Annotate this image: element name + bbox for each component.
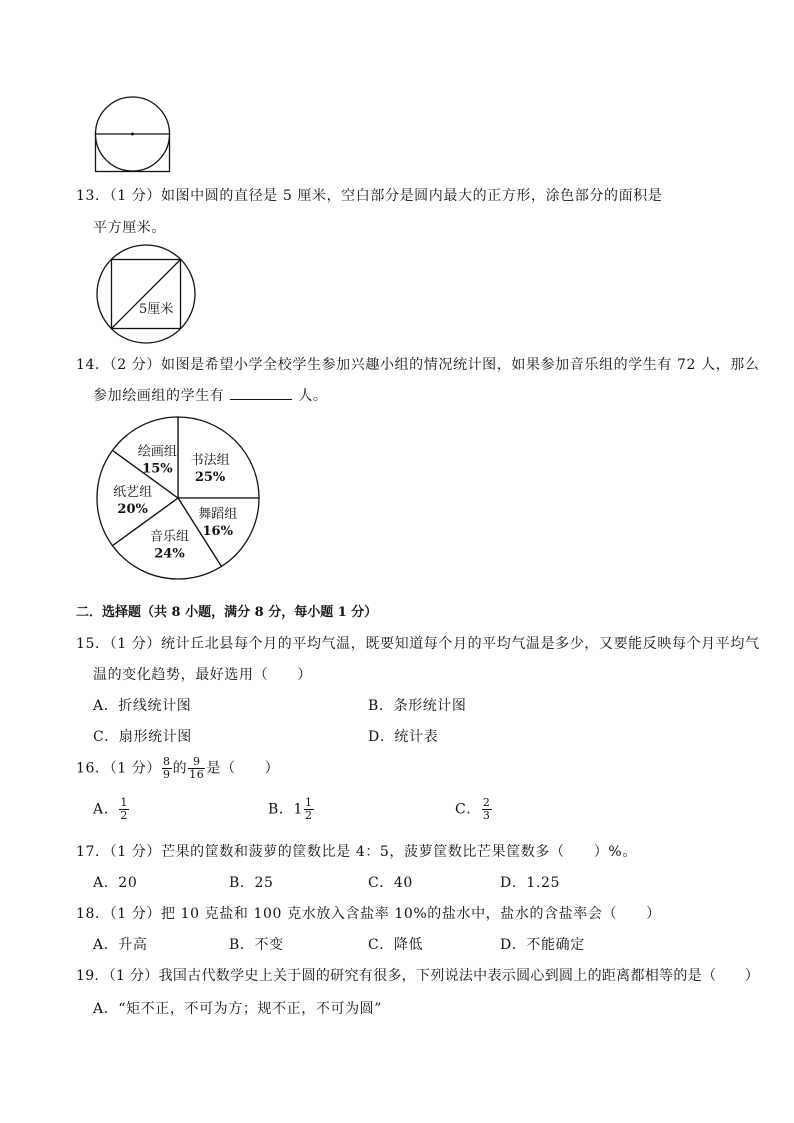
q15-stem-line2: 温的变化趋势，最好选用（ ） (93, 667, 312, 683)
q16-fraction-1 (162, 756, 172, 781)
q16-option-c (455, 797, 493, 822)
q19-option-a: A．“矩不正，不可为方；规不正，不可为圆” (93, 1001, 383, 1017)
q17-option-d: D．1.25 (500, 875, 560, 891)
pie-slice-percent-3: 20% (117, 502, 148, 517)
q18-option-d: D．不能确定 (500, 937, 585, 953)
q16-f1-denominator: 9 (162, 768, 171, 781)
q15-option-c: C．扇形统计图 (93, 729, 192, 745)
q13-stem-line1: 13．（1 分）如图中圆的直径是 5 厘米，空白部分是圆内最大的正方形，涂色部分的面积是 (76, 188, 663, 204)
q16-option-b-label: B．1 (268, 801, 303, 818)
q16-fraction-2 (188, 756, 205, 781)
q16-b-numerator: 1 (305, 796, 313, 809)
pie-slice-name-1: 舞蹈组 (198, 506, 238, 522)
q16-a-denominator: 2 (120, 809, 128, 822)
q17-option-b: B．25 (229, 875, 274, 891)
q16-option-c-label: C． (455, 801, 481, 818)
pie-slice-percent-4: 15% (142, 461, 173, 477)
q16-f1-numerator: 8 (162, 755, 171, 768)
pie-slice-name-2: 音乐组 (149, 529, 190, 545)
q15-option-a: A．折线统计图 (93, 698, 192, 714)
pie-slice-percent-2: 24% (154, 546, 185, 562)
q16-c-numerator: 2 (482, 796, 491, 809)
q17-stem: 17．（1 分）芒果的筐数和菠萝的筐数比是 4：5，菠萝筐数比芒果筐数多（ ）%。 (76, 844, 637, 860)
q14-answer-blank (230, 387, 292, 400)
q16-mid: 的 (172, 760, 188, 777)
pie-slice-name-0: 书法组 (190, 452, 230, 468)
q14-stem-line2 (93, 385, 328, 405)
q18-option-a: A．升高 (93, 937, 148, 953)
q14-stem-line1: 14．（2 分）如图是希望小学全校学生参加兴趣小组的情况统计图，如果参加音乐组的学生有 72 人，那么 (76, 357, 760, 373)
q16-option-a (93, 797, 130, 822)
q16-f2-numerator: 9 (188, 756, 205, 769)
q17-option-a: A．20 (93, 875, 138, 891)
q13-figure (94, 242, 198, 346)
q16-a-numerator: 1 (120, 796, 128, 809)
q19-stem: 19．（1 分）我国古代数学史上关于圆的研究有很多，下列说法中表示圆心到圆上的距离都相等的是（ ） (76, 968, 760, 984)
q16-c-denominator: 3 (482, 809, 491, 822)
q13-figure-label: 5厘米 (139, 302, 174, 317)
q14-stem-before-blank: 参加绘画组的学生有 (93, 388, 225, 404)
pie-slice-percent-0: 25% (194, 469, 226, 485)
q17-option-c: C．40 (368, 875, 413, 891)
q18-stem: 18．（1 分）把 10 克盐和 100 克水放入含盐率 10%的盐水中，盐水的含盐率会（ ） (76, 906, 661, 922)
q15-stem-line1: 15．（1 分）统计丘北县每个月的平均气温，既要知道每个月的平均气温是多少，又要能反映每个月平均气 (76, 636, 760, 652)
q16-option-a-fraction (119, 797, 129, 822)
pie-chart (92, 412, 264, 584)
q15-option-b: B．条形统计图 (368, 698, 467, 714)
q16-b-denominator: 2 (305, 809, 313, 822)
q12-figure (90, 94, 176, 176)
q16-option-b-fraction (304, 797, 314, 822)
q15-option-d: D．统计表 (368, 729, 439, 745)
pie-slice-name-4: 绘画组 (137, 444, 177, 460)
pie-slice-percent-1: 16% (202, 523, 233, 539)
pie-slice-name-3: 纸艺组 (113, 485, 153, 500)
q16-option-c-fraction (482, 797, 492, 822)
q13-stem-line2: 平方厘米。 (93, 220, 166, 236)
section-heading: 二．选择题（共 8 小题，满分 8 分，每小题 1 分） (76, 605, 378, 620)
q18-option-c: C．降低 (368, 937, 424, 953)
q14-stem-after-blank: 人。 (298, 388, 328, 404)
q16-prefix: 16．（1 分） (76, 760, 161, 777)
q16-stem (76, 756, 279, 781)
q16-f2-denominator: 16 (189, 768, 205, 781)
q18-option-b: B．不变 (229, 937, 284, 953)
q16-suffix: 是（ ） (206, 760, 280, 777)
q16-option-b (268, 797, 315, 822)
q16-option-a-label: A． (93, 801, 119, 818)
